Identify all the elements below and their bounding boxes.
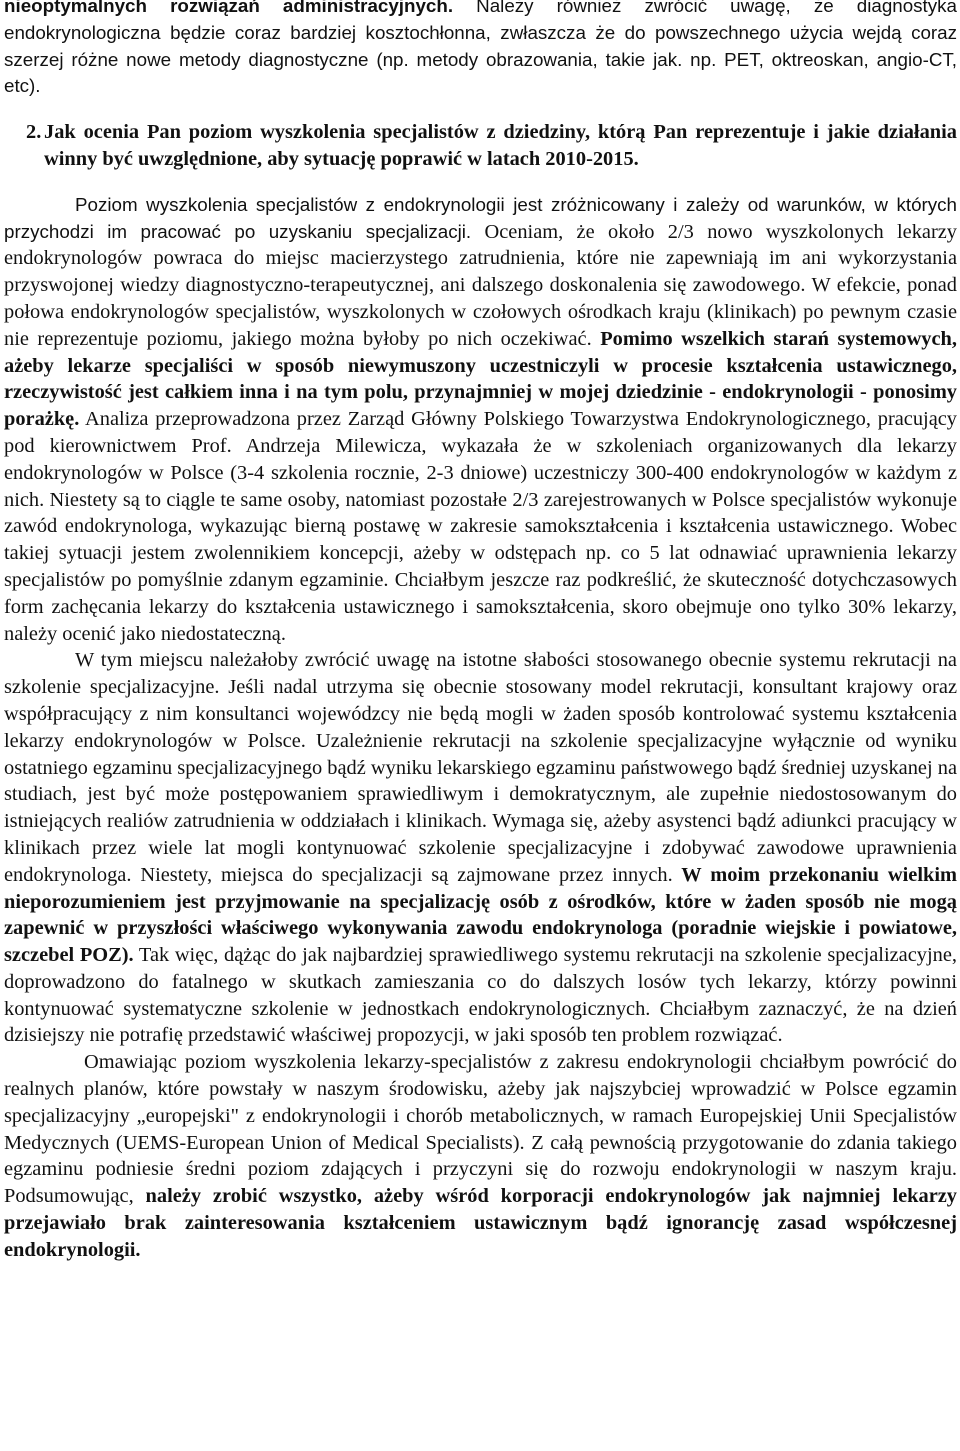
answer-p3-text: Omawiając poziom wyszkolenia lekarzy-specjalistów z zakresu endokrynologii chciałbym powrócić do realnych planów, które powstały w naszym środowisku, ażeby jak najszybciej wprowadzić w Polsce egzamin specjalizacyjny „europejski" z endokrynologii i chorób metabolicznych, w ramach Europejskiej Unii Specjalistów Medycznych (UEMS-European Union of Medical Specialists). Z całą pewnością przygotowanie do zdania takiego egzaminu podniesie średni poziom zdających i przyczyni się do rozwoju endokrynologii w naszym kraju. Podsumowując, xyxy=(4,1051,957,1208)
answer-p2-bold: W moim przekonaniu wielkim nieporozumieniem jest przyjmowanie na specjalizację osób z ośrodków, które w żaden sposób nie mogą zapewnić w przyszłości właściwego wykonywania zawodu endokrynologa (poradnie wiejskie i powiatowe, szczebel POZ). xyxy=(4,863,958,967)
intro-bold-fragment: nieoptymalnych rozwiązań administracyjnych. xyxy=(4,0,454,16)
question-number: 2. xyxy=(26,121,42,144)
question-text: Jak ocenia Pan poziom wyszkolenia specjalistów z dziedziny, którą Pan reprezentuje i jakie działania winny być uwzględnione, aby sytuację poprawić w latach 2010-2015. xyxy=(44,121,957,170)
intro-text: Należy również zwrócić uwagę, że diagnostyka endokrynologiczna będzie coraz bardziej kosztochłonna, zwłaszcza że do powszechnego użycia wejdą coraz szerzej różne nowe metody diagnostyczne (np. metody obrazowania, takie jak. np. PET, oktreoskan, angio-CT, etc). xyxy=(4,0,957,97)
answer-p1-opening: Poziom wyszkolenia specjalistów z endokrynologii jest zróżnicowany i zależy od warunków, w których przychodzi im pracować po uzyskaniu specjalizacji. xyxy=(4,193,957,242)
answer-p3-bold: należy zrobić wszystko, ażeby wśród korporacji endokrynologów jak najmniej lekarzy przejawiało brak zainteresowania kształceniem ustawicznym bądź ignorancję zasad współczesnej endokrynologii. xyxy=(4,1185,957,1261)
answer-paragraph-3 xyxy=(4,1049,957,1263)
answer-p1-closing: Analiza przeprowadzona przez Zarząd Główny Polskiego Towarzystwa Endokrynologicznego, pracujący pod kierownictwem Prof. Andrzeja Milewicza, wykazała że w szkoleniach organizowanych dla lekarzy endokrynologów w Polsce (3-4 szkolenia rocznie, 2-3 dniowe) uczestniczy 300-400 endokrynologów w każdym z nich. Niestety są to ciągle te same osoby, natomiast pozostałe 2/3 zarejestrowanych w Polsce specjalistów wykonuje zawód endokrynologa, wykazując bierną postawę w zakresie samokształcenia i kształcenia ustawicznego. Wobec takiej sytuacji jestem zwolennikiem koncepcji, ażeby w odstępach np. co 5 lat odnawiać uprawnienia lekarzy specjalistów po pomyślnie zdanym egzaminie. Chciałbym jeszcze raz podkreślić, że skuteczność dotychczasowych form zachęcania lekarzy do kształcenia ustawicznego i samokształcenia, skoro obejmuje ono tylko 30% lekarzy, należy ocenić jako niedostateczną. xyxy=(4,408,957,645)
answer-p2-after: Tak więc, dążąc do jak najbardziej sprawiedliwego systemu rekrutacji na szkolenie specjalizacyjne, doprowadzono do fatalnego w skutkach zamieszania co do dalszych losów tych lekarzy, którzy powinni kontynuować systematyczne szkolenie w jednostkach endokrynologicznych. Chciałbym zaznaczyć, że na dzień dzisiejszy nie potrafię przedstawić właściwej propozycji, w jaki sposób ten problem rozwiązać. xyxy=(4,944,957,1047)
answer-paragraph-2 xyxy=(4,647,957,1049)
question-heading xyxy=(4,119,957,173)
intro-paragraph xyxy=(4,0,957,100)
answer-p1-bold: Pomimo wszelkich starań systemowych, ażeby lekarze specjaliści w sposób niewymuszony uczestniczyli w procesie kształcenia ustawicznego, rzeczywistość jest całkiem inna i na tym polu, przynajmniej w mojej dziedzinie - endokrynologii - ponosimy porażkę. xyxy=(4,327,957,431)
answer-paragraph-1 xyxy=(4,192,957,648)
answer-p1-middle: Oceniam, że około 2/3 nowo wyszkolonych lekarzy endokrynologów powraca do miejsc macierzystego zatrudnienia, które nie zapewniają im ani wykorzystania przyswojonej wiedzy diagnostyczno-terapeutycznej, ani dalszego doskonalenia się zawodowego. W efekcie, ponad połowa endokrynologów specjalistów, wyszkolonych w czołowych ośrodkach kraju (klinikach) po pewnym czasie nie reprezentuje poziomu, jakiego można byłoby po nich oczekiwać. xyxy=(4,220,957,350)
answer-p2-text: W tym miejscu należałoby zwrócić uwagę na istotne słabości stosowanego obecnie systemu rekrutacji na szkolenie specjalizacyjne. Jeśli nadal utrzyma się obecnie stosowany model rekrutacji, konsultant krajowy oraz współpracujący z nim konsultanci wojewódzcy nie będą mogli w żaden sposób kontrolować systemu kształcenia lekarzy endokrynologów w Polsce. Uzależnienie rekrutacji na szkolenie specjalizacyjne wyłącznie od wyniku ostatniego egzaminu specjalizacyjnego bądź wyniku lekarskiego egzaminu państwowego bądź średniej uzyskanej na studiach, jest być może postępowaniem sprawiedliwym i demokratycznym, ale zupełnie niedostosowanym do istniejących realiów zatrudnienia w oddziałach i klinikach. Wymaga się, ażeby asystenci bądź adiunkci pracujący w klinikach przez wiele lat mogli kontynuować szkolenie specjalizacyjne i zdobywać zawodowe uprawnienia endokrynologa. Niestety, miejsca do specjalizacji są zajmowane przez innych. xyxy=(4,649,957,886)
